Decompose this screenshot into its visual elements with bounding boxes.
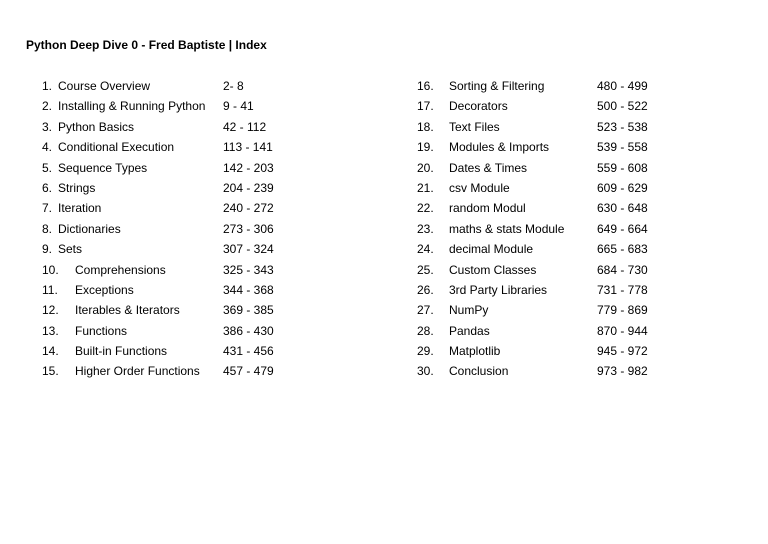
entry-number: 3. [42, 119, 53, 134]
entry-number: 28. [417, 323, 434, 338]
entry-pages: 113 - 141 [223, 140, 273, 155]
entry-number: 1. [42, 79, 53, 93]
entry-number: 17. [417, 99, 434, 114]
entry-number: 6. [42, 180, 53, 195]
entry-pages: 559 - 608 [597, 160, 648, 175]
entry-title: Conclusion [449, 364, 509, 379]
entry-pages: 369 - 385 [223, 303, 274, 318]
entry-pages: 142 - 203 [223, 160, 274, 175]
entry-pages: 500 - 522 [597, 99, 648, 114]
entry-title: Comprehensions [75, 262, 166, 277]
entry-pages: 539 - 558 [597, 140, 648, 155]
entry-title: Functions [75, 323, 128, 338]
entry-number: 4. [42, 140, 53, 155]
entry-pages: 523 - 538 [597, 119, 648, 134]
entry-pages: 240 - 272 [223, 201, 274, 216]
entry-pages: 457 - 479 [223, 364, 274, 379]
entry-number: 22. [417, 201, 434, 216]
entry-number: 20. [417, 160, 434, 175]
entry-pages: 273 - 306 [223, 221, 274, 236]
entry-title: NumPy [449, 303, 489, 318]
entry-pages: 307 - 324 [223, 242, 274, 257]
entry-pages: 649 - 664 [597, 221, 648, 236]
entry-title: Dictionaries [58, 221, 121, 236]
entry-title: csv Module [449, 180, 510, 195]
entry-title: random Modul [449, 201, 526, 216]
entry-number: 8. [42, 221, 53, 236]
entry-number: 13. [42, 323, 59, 338]
entry-title: Iteration [58, 201, 102, 216]
entry-title: Text Files [449, 119, 500, 134]
entry-title: Sorting & Filtering [449, 79, 545, 93]
entry-title: Pandas [449, 323, 490, 338]
entry-pages: 431 - 456 [223, 344, 274, 359]
entry-pages: 344 - 368 [223, 282, 274, 297]
entry-pages: 609 - 629 [597, 180, 648, 195]
entry-pages: 731 - 778 [597, 282, 648, 297]
entry-pages: 386 - 430 [223, 323, 274, 338]
entry-title: Dates & Times [449, 160, 528, 175]
entry-title: Installing & Running Python [58, 99, 206, 114]
entry-pages: 42 - 112 [223, 119, 267, 134]
entry-number: 23. [417, 221, 434, 236]
entry-title: Python Basics [58, 119, 135, 134]
entry-title: Higher Order Functions [75, 364, 200, 379]
entry-number: 24. [417, 242, 434, 257]
entry-number: 5. [42, 160, 53, 175]
entry-pages: 665 - 683 [597, 242, 648, 257]
entry-pages: 9 - 41 [223, 99, 254, 114]
entry-pages: 973 - 982 [597, 364, 648, 379]
entry-title: 3rd Party Libraries [449, 282, 548, 297]
entry-title: Sequence Types [58, 160, 148, 175]
entry-title: Sets [58, 242, 83, 257]
entry-title: Matplotlib [449, 344, 501, 359]
entry-number: 7. [42, 201, 53, 216]
entry-title: Custom Classes [449, 262, 537, 277]
entry-number: 9. [42, 242, 53, 257]
entry-pages: 204 - 239 [223, 180, 274, 195]
entry-number: 26. [417, 282, 434, 297]
entry-number: 16. [417, 79, 434, 93]
entry-title: maths & stats Module [449, 221, 565, 236]
entry-pages: 325 - 343 [223, 262, 274, 277]
entry-number: 18. [417, 119, 434, 134]
entry-number: 14. [42, 344, 59, 359]
entry-pages: 630 - 648 [597, 201, 648, 216]
entry-title: Exceptions [75, 282, 134, 297]
entry-pages: 779 - 869 [597, 303, 648, 318]
entry-number: 27. [417, 303, 434, 318]
entry-title: Iterables & Iterators [75, 303, 180, 318]
entry-title: Built-in Functions [75, 344, 168, 359]
page-title: Python Deep Dive 0 - Fred Baptiste | Index [26, 38, 267, 52]
entry-number: 30. [417, 364, 434, 379]
entry-number: 21. [417, 180, 434, 195]
entry-number: 11. [42, 282, 58, 297]
entry-number: 12. [42, 303, 59, 318]
entry-pages: 945 - 972 [597, 344, 648, 359]
entry-pages: 480 - 499 [597, 79, 648, 93]
entry-title: Conditional Execution [58, 140, 175, 155]
entry-title: decimal Module [449, 242, 534, 257]
entry-pages: 2- 8 [223, 79, 244, 93]
entry-pages: 684 - 730 [597, 262, 648, 277]
entry-number: 10. [42, 262, 59, 277]
entry-title: Modules & Imports [449, 140, 550, 155]
entry-number: 2. [42, 99, 53, 114]
entry-title: Course Overview [58, 79, 151, 93]
entry-number: 29. [417, 344, 434, 359]
entry-title: Strings [58, 180, 96, 195]
entry-number: 19. [417, 140, 434, 155]
entry-title: Decorators [449, 99, 508, 114]
entry-number: 15. [42, 364, 59, 379]
entry-number: 25. [417, 262, 434, 277]
entry-pages: 870 - 944 [597, 323, 648, 338]
